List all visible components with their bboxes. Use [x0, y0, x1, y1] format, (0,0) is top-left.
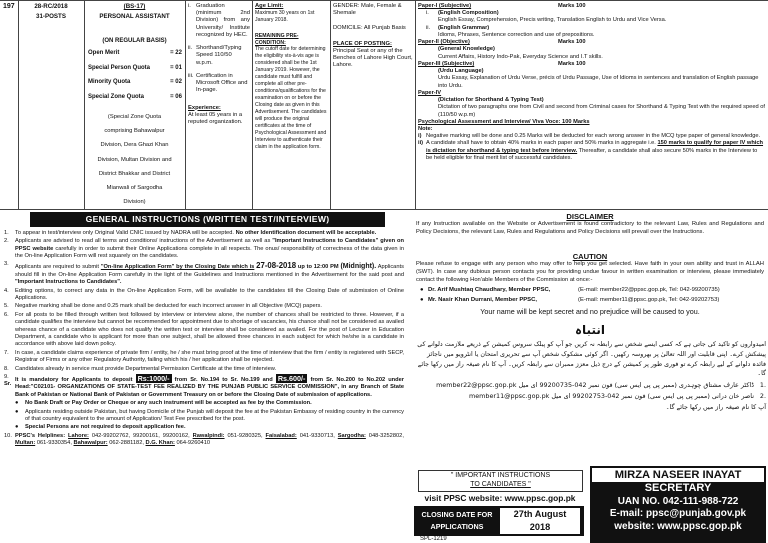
quota-value: = 02 — [170, 79, 182, 85]
case-number: 28-RC/2018 — [34, 3, 68, 10]
experience-text: At least 05 years in a reputed organization. — [188, 111, 243, 126]
quota-label: Special Person Quota — [88, 64, 151, 71]
serial-number: 197 — [3, 3, 15, 10]
urdu-warning-title: انتباہ — [575, 323, 605, 337]
urdu-warning: امیدواروں کو تاکید کی جاتی ہے کہ کسی ایسے شخص سے رابطہ نہ کریں جو آپ کو پبلک سروس کمیشن کے ذریعے ملازمت دلوانے کی پیشکش کرے۔ اپنی قابلیت اور اللہ تعالیٰ پر بھروسہ رکھیں۔ اگر کوئی مشکوک شخص آپ سے تحریری امتحان یا انٹرویو میں ناجائز فائدہ دلوانے کے لیے رابطہ کرے تو فوری طور پر کمیشن کے درج ذیل معزز ممبران سے رابطہ کریں۔ آپ کا نام صیغہ راز میں رکھا جائے گا۔ .1 ڈاکٹر عارف مشتاق چوہدری (ممبر پی پی ایس سی) فون نمبر 042-99200735 ای میل member22@ppsc.gop.pk .2 ناصر خان درانی (ممبر پی پی ایس سی) فون نمبر 042-99202753 ای میل member11@ppsc.gop.pk آپ کا نام صیغہ راز میں رکھا جائے گا۔ — [417, 341, 766, 411]
quota-value: = 22 — [170, 50, 182, 56]
visit-website[interactable]: visit PPSC website: www.ppsc.gop.pk — [424, 493, 576, 503]
closing-date-box: CLOSING DATE FOR APPLICATIONS 27th August 2018 — [414, 506, 584, 536]
quota-label: Minority Quota — [88, 79, 131, 85]
disclaimer: DISCLAIMER If any Instruction available on the Website or Advertisement is found contradictory to the relevant Law, Rules and Regulations and Policy Decisions, the relevant Law, Rules and Regulations and Policy Decisions will prevail over the Instructions. — [416, 212, 764, 236]
qualifications: i. Graduation (minimum 2nd Division) from any University/ Institute recognized by HEC. ii. Shorthand/Typing Speed 110/50 w.p.m. iii. Certification in Microsoft Office and In-page. Experience: At least 05 years in a reputed organization. — [188, 3, 250, 126]
important-instructions-box: " IMPORTANT INSTRUCTIONS TO CANDIDATES " — [418, 470, 583, 492]
experience-title: Experience: — [188, 104, 221, 111]
syllabus: Paper-I (Subjective) Marks 100 i. (English Composition) English Essay, Comprehension, Precis writing, Translation English to Urdu and Vice Versa. ii. (English Grammar) Idioms, Phrases, Sentence correction and use of prepositions. Paper-II (Objective) Marks 100 (General Knowledge) Current Affairs, History Indo-Pak, Everyday Science and I.T skills. Paper-III (Subjective) Marks 100 (Urdu Language) Urdu Essay, Explanation of Urdu Verse, précis of Urdu Passage, Use of Idioms in sentences and translation of English passage into Urdu. Paper-IV (Dictation for Shorthand & Typing Test) Dictation of two paragraphs one from Civil and second from Criminal cases for Shorthand & Typing Test with the required speed of (110/50 w.p.m) Psychological Assessment and Interview/ Viva Voce: 100 Marks Note: i) Negative marking will be done and 0.25 Marks will be deducted for each wrong answer in the MCQ type paper of general knowledge. ii) A candidate shall have to obtain 40% marks in each paper and 50% marks in aggregate i.e. 150 marks to qualify for paper IV which is dictation for shorthand & typing test before interview. Thereafter, a candidate shall also secure 50% marks in the Interview to be held eligible for final merit list of successful candidates. — [418, 3, 765, 161]
quota-value: = 01 — [170, 64, 182, 71]
caution: CAUTION Please refuse to engage with any person who may offer to help you get selected. Have faith in your own ability and trust in ALLAH (SWT). In case any dubious person contacts you for providing undue favour in written examination or interview, please immediately contact the following Hon'able Members of the Commission at once:- ● Dr. Arif Mushtaq Chaudhary, Member PPSC, (E-mail: member22@ppsc.gop.pk, Tel: 042-99200735) ● Mr. Nasir Khan Durrani, Member PPSC, (E-mail: member11@ppsc.gop.pk, Tel: 042-99202753) Your name will be kept secret and no prejudice will be caused to you. — [416, 252, 764, 316]
basis: (ON REGULAR BASIS) — [102, 38, 167, 44]
post-title: PERSONAL ASSISTANT — [99, 13, 170, 20]
quota-label: Special Zone Quota — [88, 93, 145, 100]
quota-list — [88, 50, 182, 108]
quota-label: Open Merit — [88, 50, 120, 56]
special-zone-note: (Special Zone Quota comprising Bahawalpur Division, Dera Ghazi Khan Division, Multan Division and District Bhakkar and District Mianwali of Sargodha Division) — [97, 114, 172, 206]
quota-value: = 06 — [170, 93, 182, 100]
general-heading: GENERAL INSTRUCTIONS (WRITTEN TEST/INTERVIEW) — [30, 212, 385, 227]
job-table — [0, 0, 768, 210]
age-limit: Age Limit: Maximum 30 years on 1st January 2018. REMAINING PRE-CONDITION: The cutoff date for determining the eligibility vis-à-vis age is considered shall be the 1st January 2019. However, the candidate must fulfill and complete all other pre-conditions/qualifications for the examination on or before the Closing date as given in this Advertisement. The candidates will produce the original certificates at the time of Psychological Assessment and Interview to authenticate their claim in the application form. — [255, 3, 327, 151]
general-instructions: GENERAL INSTRUCTIONS (WRITTEN TEST/INTERVIEW) 1. To appear in test/interview only Original Valid CNIC issued by NADRA will be accepted. No other Identification document will be acceptable. 2. Applicants are advised to read all terms and conditions/ instructions of the Advertisement as well as "Important Instructions to Candidates" given on PPSC website carefully in order to submit their Online Applications complete in all respects. The onus/ responsibility of correctness of the data given in the On-line Application Form will rest squarely on the candidates. 3. Applicants are required to submit "On-line Application Form" by the Closing Date which is 27-08-2018 up to 12:00 PM (Midnight). Applicants should fill in the On-line Application Form carefully in the light of the Guidelines and Instructions mentioned in the Advertisement for the said post and "Important Instructions to Candidates". 4. Editing options, to correct any data in the On-line Application Form, will be available to the candidates till the Closing Date of submission of Online Applications. 5. Negative marking shall be done and 0.25 mark shall be deducted for each incorrect answer in all Objective (MCQ) papers. 6. For all posts to be filled through written test followed by interview or interview alone, the number of chances shall be restricted to three. However, if a candidate qualifies the interview but cannot be recommended for appointment due to shortage of vacancies, his chance shall not be considered as availed whereas chance of a candidate who does not qualify the written test or interview shall be considered as availed. For the post of Lecturer in Education Department, a candidate who is applicant for more than one subject, shall be allowed three chances in each subject for which he/she is a candidate in accordance with above laid down policy. 7. In case, a candidate claims experience of private firm / entity, he / she must bring proof at the time of interview that the firm / entity is registered with SECP, Registrar of Firms or any other Regulatory Authority, failing which his / her application shall be rejected. 8. Candidates already in service must provide Departmental Permission Certificate at the time of interview. 9. Sr. It is mandatory for Applicants to deposit Rs:1000/- from Sr. No.194 to Sr. No.199 and Rs.600/- from Sr. No.200 to No.202 under Head:"C02101- ORGANIZATIONS OF STATE-TEST FEE REALIZED BY THE PUNJAB PUBLIC SERVICE COMMISSION", in any Branch of State Bank of Pakistan or National Bank of Pakistan or Government Treasury on or before the Closing Date of submission of applications. ● No Bank Draft or Pay Order or Cheque or any such instrument will be accepted as fee by the Commission. ● Applicants residing outside Pakistan, but having Domicile of the Punjab will deposit the fee at the Pakistan Embassy of residing country in the currency of that country equivalent to the amount of Application/ Test Fee prescribed for the post. ● Special Persons are not required to deposit application fee. 10. PPSC's Helplines: Lahore: 042-99202762, 99200161, 99200162, Rawalpindi: 051-9280325, Faisalabad: 041-9330713, Sargodha: 048-3252802, Multan: 061-9330354, Bahawalpur: 062-2881182, D.G. Khan: 064-9260410 — [4, 214, 404, 447]
posts-count: 31-POSTS — [36, 13, 66, 20]
secretary-block: MIRZA NASEER INAYAT SECRETARY UAN NO. 042-111-988-722 E-mail: ppsc@punjab.gov.pk website: www.ppsc.gop.pk — [590, 466, 766, 543]
pay-scale: (BS-17) — [123, 3, 146, 10]
gender-domicile: GENDER: Male, Female & Shemale DOMICILE: All Punjab Basis PLACE OF POSTING: Principal Seat or any of the Benches of Lahore High Court, Lahore. — [333, 3, 413, 69]
spl-code: SPL-1219 — [420, 536, 447, 542]
